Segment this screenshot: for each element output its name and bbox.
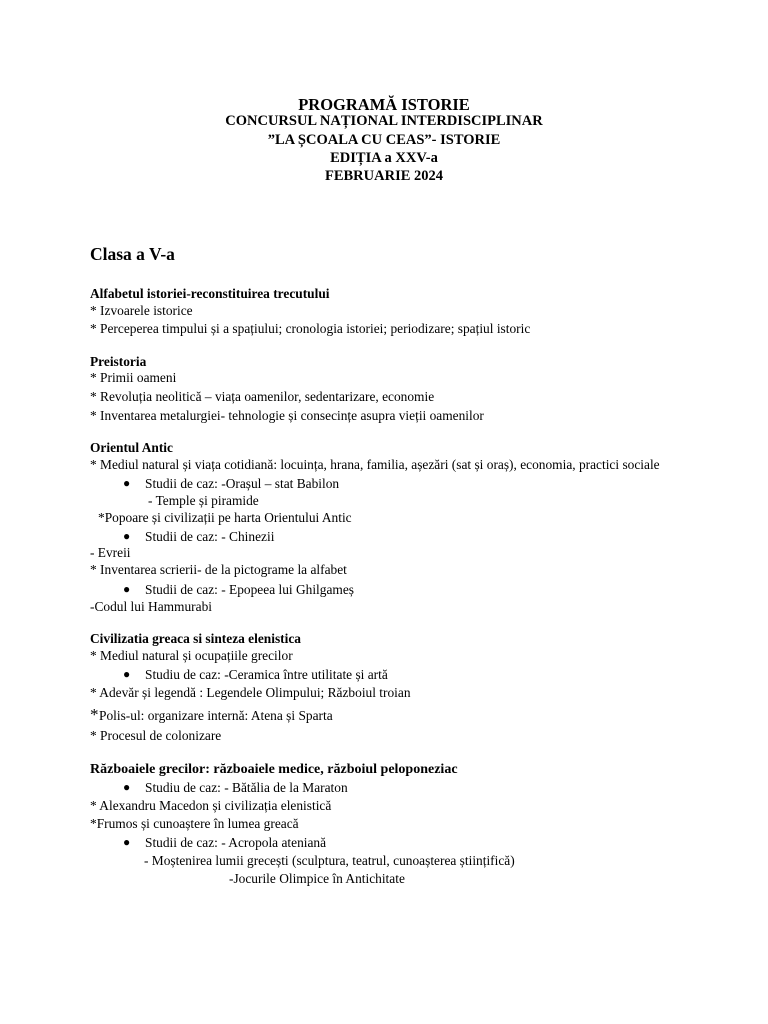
- bullet-icon: ●: [123, 582, 131, 596]
- list-item: * Inventarea metalurgiei- tehnologie și consecințe asupra vieții oamenilor: [90, 408, 484, 423]
- list-item: Studii de caz: - Acropola ateniană: [145, 835, 327, 850]
- list-item: Studiu de caz: - Bătălia de la Maraton: [145, 780, 348, 795]
- list-item: -Jocurile Olimpice în Antichitate: [229, 871, 405, 886]
- list-item: * Alexandru Macedon și civilizația elenistică: [90, 798, 332, 813]
- list-item: *Popoare și civilizații pe harta Orientului Antic: [98, 510, 352, 525]
- list-item: * Perceperea timpului și a spațiului; cronologia istoriei; periodizare; spațiul istoric: [90, 321, 531, 336]
- list-item: * Primii oameni: [90, 370, 177, 385]
- bullet-icon: ●: [123, 780, 131, 794]
- list-item: - Temple și piramide: [148, 493, 259, 508]
- list-item: - Moștenirea lumii grecești (sculptura, teatrul, cunoașterea științifică): [144, 853, 515, 868]
- list-item: * Mediul natural și viața cotidiană: locuința, hrana, familia, așezări (sat și oraș), economia, practici sociale: [90, 457, 660, 472]
- class-heading: Clasa a V-a: [90, 244, 175, 264]
- list-item: - Evreii: [90, 545, 131, 560]
- list-item: Studii de caz: -Orașul – stat Babilon: [145, 476, 340, 491]
- document-title: PROGRAMĂ ISTORIE: [298, 95, 470, 114]
- list-item: * Adevăr și legendă : Legendele Olimpului; Războiul troian: [90, 685, 411, 700]
- bullet-icon: ●: [123, 529, 131, 543]
- bullet-icon: ●: [123, 476, 131, 490]
- list-item: Studii de caz: - Epopeea lui Ghilgameș: [145, 582, 354, 597]
- list-item: Studiu de caz: -Ceramica între utilitate și artă: [145, 667, 388, 682]
- section-heading-alfabet: Alfabetul istoriei-reconstituirea trecutului: [90, 286, 330, 301]
- list-item-marker: *: [90, 705, 99, 724]
- contest-subtitle: ”LA ȘCOALA CU CEAS”- ISTORIE: [267, 132, 501, 148]
- bullet-icon: ●: [123, 835, 131, 849]
- list-item: * Mediul natural și ocupațiile grecilor: [90, 648, 293, 663]
- section-heading-orient: Orientul Antic: [90, 440, 173, 455]
- list-item: Studii de caz: - Chinezii: [145, 529, 275, 544]
- section-heading-greaca: Civilizatia greaca si sinteza elenistica: [90, 631, 301, 646]
- list-item: * Revoluția neolitică – viața oamenilor, sedentarizare, economie: [90, 389, 435, 404]
- section-heading-razboaie: Războaiele grecilor: războaiele medice, războiul peloponeziac: [90, 762, 458, 777]
- list-item: Polis-ul: organizare internă: Atena și Sparta: [99, 708, 333, 723]
- edition: EDIȚIA a XXV-a: [330, 150, 438, 166]
- contest-name: CONCURSUL NAȚIONAL INTERDISCIPLINAR: [225, 113, 543, 129]
- date: FEBRUARIE 2024: [324, 168, 444, 184]
- list-item: * Izvoarele istorice: [90, 303, 193, 318]
- list-item: * Procesul de colonizare: [90, 728, 222, 743]
- list-item: *Frumos și cunoaștere în lumea greacă: [90, 816, 299, 831]
- bullet-icon: ●: [123, 667, 131, 681]
- section-heading-preistoria: Preistoria: [90, 354, 147, 369]
- list-item: -Codul lui Hammurabi: [90, 599, 212, 614]
- list-item: * Inventarea scrierii- de la pictograme la alfabet: [90, 562, 347, 577]
